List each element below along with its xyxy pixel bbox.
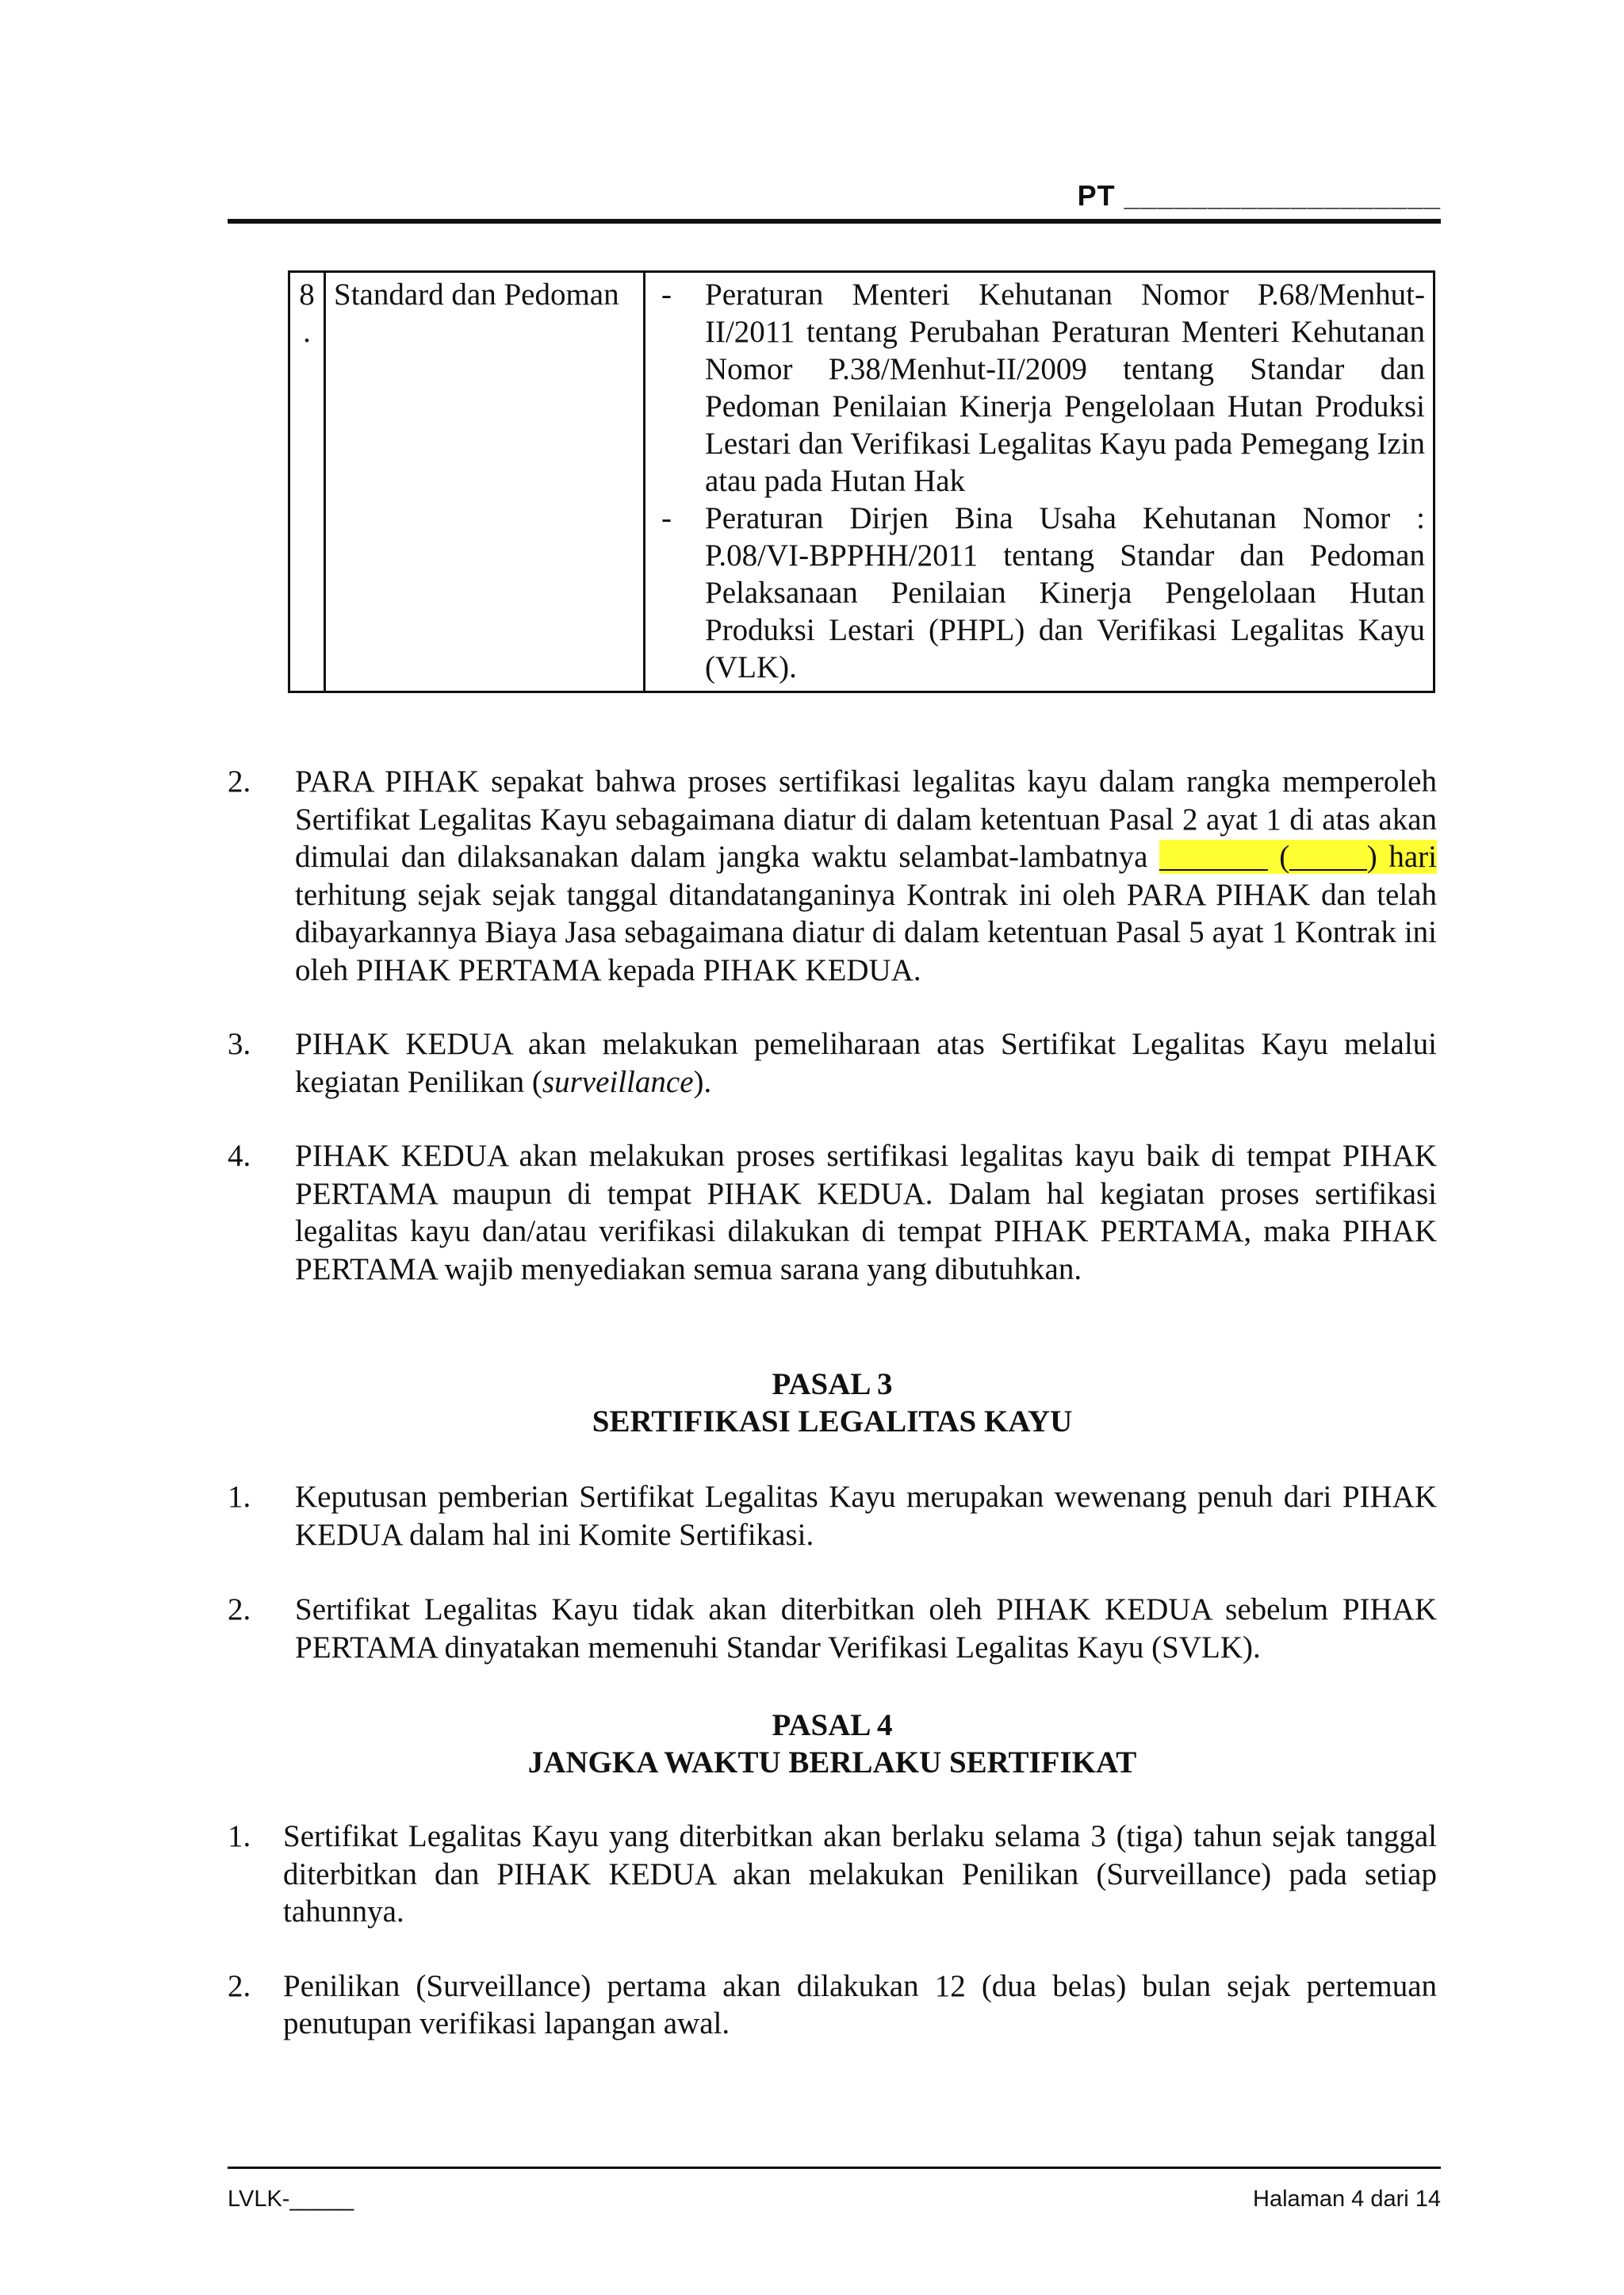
table-row xyxy=(289,272,1434,692)
section-subtitle: SERTIFIKASI LEGALITAS KAYU xyxy=(592,1404,1073,1439)
item-text: PARA PIHAK sepakat bahwa proses sertifikasi legalitas kayu dalam rangka memperoleh Sertifikat Legalitas Kayu sebagaimana diatur di dalam ketentuan Pasal 2 ayat 1 di atas akan dimulai dan dilaksanakan dalam jangka waktu selambat-lambatnya _______ (_____) hari terhitung sejak sejak tanggal ditandatanganinya Kontrak ini oleh PARA PIHAK dan telah dibayarkannya Biaya Jasa sebagaimana diatur di dalam ketentuan Pasal 5 ayat 1 Kontrak ini oleh PIHAK PERTAMA kepada PIHAK KEDUA. xyxy=(295,764,1437,987)
section-subtitle: JANGKA WAKTU BERLAKU SERTIFIKAT xyxy=(527,1745,1137,1780)
list-item xyxy=(228,763,1437,989)
item-text: PIHAK KEDUA akan melakukan pemeliharaan atas Sertifikat Legalitas Kayu melalui kegiatan Penilikan (surveillance). xyxy=(295,1027,1437,1099)
row-label: Standard dan Pedoman xyxy=(325,272,645,692)
item-text: Penilikan (Surveillance) pertama akan dilakukan 12 (dua belas) bulan sejak pertemuan penutupan verifikasi lapangan awal. xyxy=(283,1968,1437,2040)
pasal3-heading xyxy=(228,1366,1437,1440)
regulation-text: Peraturan Dirjen Bina Usaha Kehutanan Nomor : P.08/VI-BPPHH/2011 tentang Standar dan Pedoman Pelaksanaan Penilaian Kinerja Pengelolaan Hutan Produksi Lestari (PHPL) dan Verifikasi Legalitas Kayu (VLK). xyxy=(705,501,1425,684)
item-number: 4. xyxy=(228,1139,251,1173)
list-item xyxy=(653,500,1425,686)
list-item xyxy=(228,1967,1437,2043)
row-number: 8 . xyxy=(289,272,325,692)
bullet-dash: - xyxy=(661,501,672,535)
regulation-text: Peraturan Menteri Kehutanan Nomor P.68/Menhut-II/2011 tentang Perubahan Peraturan Menteri Kehutanan Nomor P.38/Menhut-II/2009 tentang Standar dan Pedoman Penilaian Kinerja Pengelolaan Hutan Produksi Lestari dan Verifikasi Legalitas Kayu pada Pemegang Izin atau pada Hutan Hak xyxy=(705,278,1425,498)
list-item xyxy=(653,276,1425,500)
pasal3-body xyxy=(228,1478,1437,1666)
company-name: PT ___________________ xyxy=(1077,179,1441,212)
standards-table xyxy=(288,270,1435,693)
pasal4-body xyxy=(228,1818,1437,2043)
item-number: 3. xyxy=(228,1027,251,1061)
section-title: PASAL 4 xyxy=(772,1708,893,1742)
item-number: 2. xyxy=(228,1592,251,1626)
item-number: 1. xyxy=(228,1819,251,1853)
pasal4-heading xyxy=(228,1707,1437,1781)
highlighted-blank: _______ (_____) hari xyxy=(1159,840,1437,874)
list-item xyxy=(228,1025,1437,1101)
page-number: Halaman 4 dari 14 xyxy=(1253,2186,1441,2212)
item-number: 2. xyxy=(228,1968,251,2003)
item-text: Sertifikat Legalitas Kayu tidak akan diterbitkan oleh PIHAK KEDUA sebelum PIHAK PERTAMA dinyatakan memenuhi Standar Verifikasi Legalitas Kayu (SVLK). xyxy=(295,1592,1437,1665)
list-item xyxy=(228,1137,1437,1288)
page-header xyxy=(228,179,1441,224)
bullet-dash: - xyxy=(661,278,672,312)
pasal2-continued xyxy=(228,763,1437,1288)
item-text: Keputusan pemberian Sertifikat Legalitas Kayu merupakan wewenang penuh dari PIHAK KEDUA dalam hal ini Komite Sertifikasi. xyxy=(295,1480,1437,1552)
item-number: 1. xyxy=(228,1480,251,1514)
page-footer xyxy=(228,2167,1441,2212)
item-text: PIHAK KEDUA akan melakukan proses sertifikasi legalitas kayu baik di tempat PIHAK PERTAMA maupun di tempat PIHAK KEDUA. Dalam hal kegiatan proses sertifikasi legalitas kayu dan/atau verifikasi dilakukan di tempat PIHAK PERTAMA, maka PIHAK PERTAMA wajib menyediakan semua sarana yang dibutuhkan. xyxy=(295,1139,1437,1286)
row-content xyxy=(645,272,1434,692)
section-title: PASAL 3 xyxy=(772,1367,893,1401)
item-text: Sertifikat Legalitas Kayu yang diterbitkan akan berlaku selama 3 (tiga) tahun sejak tanggal diterbitkan dan PIHAK KEDUA akan melakukan Penilikan (Surveillance) pada setiap tahunnya. xyxy=(283,1819,1437,1929)
list-item xyxy=(228,1818,1437,1931)
list-item xyxy=(228,1591,1437,1666)
document-code: LVLK-_____ xyxy=(228,2186,354,2212)
list-item xyxy=(228,1478,1437,1554)
item-number: 2. xyxy=(228,764,251,799)
